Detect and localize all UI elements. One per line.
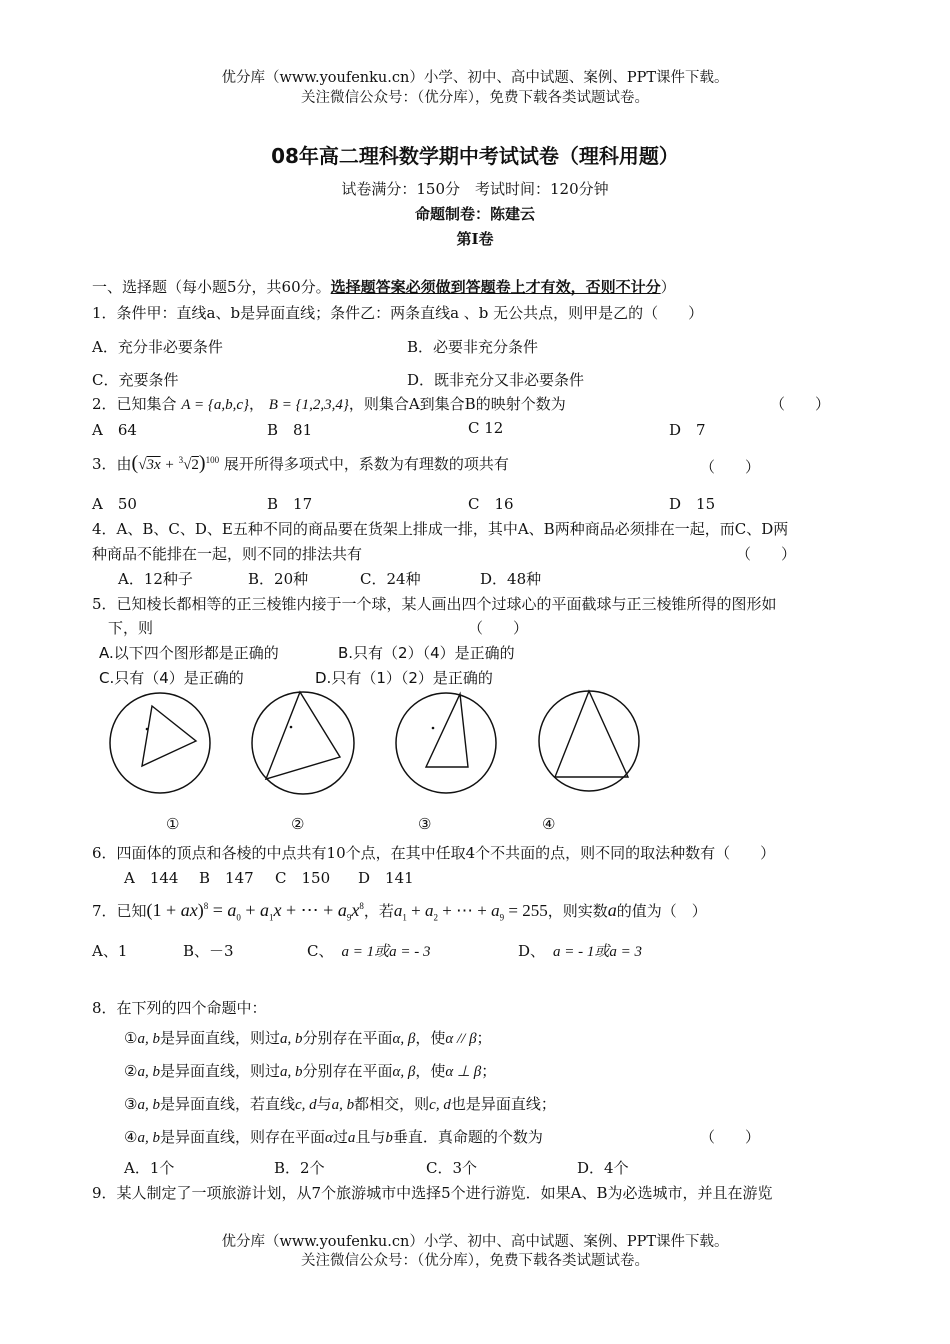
q8-p4-b: b [385, 1130, 393, 1146]
q7-option-d [518, 940, 642, 961]
q8-p3-t1: 是异面直线，若直线 [159, 1095, 295, 1113]
q8-p4-alpha: α [324, 1130, 333, 1146]
q3-option-d: D 15 [669, 495, 716, 513]
q3-option-c: C 16 [468, 495, 514, 513]
q6-option-b: B 147 [199, 869, 254, 887]
q5-line-2: 下，则 [108, 619, 154, 637]
q8-p3-ab: a, b [137, 1097, 160, 1113]
q5-option-b: B.只有（2）（4）是正确的 [338, 644, 515, 662]
q6-option-d: D 141 [358, 869, 414, 887]
q4-option-c: C．24种 [360, 570, 421, 588]
page-title: 08年高二理科数学期中考试试卷（理科用题） [271, 144, 679, 168]
header-line-2: 关注微信公众号：（优分库），免费下载各类试题试卷。 [301, 90, 649, 106]
figure-label-4: ④ [542, 815, 556, 833]
q6-stem: 6．四面体的顶点和各棱的中点共有10个点，在其中任取4个不共面的点，则不同的取法种数有（ ） [92, 844, 776, 862]
figure-4 [539, 691, 639, 791]
q8-option-a: A．1个 [124, 1159, 175, 1177]
q7-suffix: ，则实数 [547, 902, 608, 920]
q8-p4-ab: a, b [137, 1130, 160, 1146]
q8-p2-ab-2: a, b [279, 1064, 303, 1080]
q2-paren: （ ） [770, 395, 831, 413]
q8-p2-t1: 是异面直线，则过 [159, 1062, 280, 1080]
section-notice: 选择题答案必须做到答题卷上才有效，否则不计分 [330, 278, 661, 296]
q8-p2-t3: ，使 [415, 1062, 446, 1080]
q2-option-a: A 64 [92, 421, 137, 439]
q2-prefix: 2．已知集合 [92, 395, 177, 413]
q1-option-d: D．既非充分又非必要条件 [407, 371, 585, 389]
q8-p1-end: ； [476, 1029, 492, 1047]
q8-p1-t2: 分别存在平面 [302, 1029, 393, 1047]
header-line-1: 优分库（www.youfenku.cn）小学、初中、高中试题、案例、PPT课件下载。 [221, 70, 729, 86]
q2-suffix: ，则集合A到集合B的映射个数为 [348, 395, 566, 413]
q2-set-a: A = {a,b,c} [181, 397, 249, 413]
q8-p1-t1: 是异面直线，则过 [159, 1029, 280, 1047]
q7-option-a: A、1 [92, 942, 128, 960]
q4-line-2: 种商品不能排在一起，则不同的排法共有 [92, 545, 363, 563]
q3-plus: + [165, 457, 174, 473]
q7-prefix: 7．已知 [92, 902, 147, 920]
q8-proposition-3 [124, 1093, 556, 1114]
q3-option-a: A 50 [92, 495, 137, 513]
q8-p1-ab: a, b [137, 1031, 160, 1047]
q4-option-a: A．12种子 [118, 570, 193, 588]
q1-option-b: B．必要非充分条件 [407, 338, 539, 356]
q4-option-d: D．48种 [480, 570, 542, 588]
q4-paren: （ ） [736, 545, 797, 563]
q8-p1-t3: ，使 [415, 1029, 446, 1047]
q3-root-2: 2 [191, 457, 199, 473]
q7-stem: 7．已知$(1 + ax)^8 = a_0 + a_1x$ + ⋯ + $a_9x^8$，若$a_1 + a_2$ + ⋯ + $a_9 = 255$，则实数a的值为（ ） [92, 900, 707, 923]
exam-author: 命题制卷：陈建云 [414, 205, 535, 223]
figure-2 [252, 692, 354, 794]
q1-option-c: C．充要条件 [92, 371, 179, 389]
figure-label-2: ② [291, 815, 305, 833]
q2-set-b: B = {1,2,3,4} [268, 397, 349, 413]
q7-option-d-value: a = - 1或a = 3 [553, 944, 643, 960]
q5-option-a: A.以下四个图形都是正确的 [99, 644, 279, 662]
q8-p4-t1: 是异面直线，则存在平面 [159, 1128, 325, 1146]
q5-option-d: D.只有（1）（2）是正确的 [315, 669, 493, 687]
q7-suffix-mid: ，若 [363, 902, 394, 920]
q8-p2-rel: α ⊥ β [445, 1064, 482, 1080]
q7-tail: 的值为（ ） [616, 902, 707, 920]
q2-option-b: B 81 [267, 421, 313, 439]
q8-p2-end: ； [481, 1062, 497, 1080]
q7-option-b: B、－3 [183, 942, 234, 960]
q7-option-c-label: C、 [307, 942, 334, 960]
q8-proposition-2 [124, 1060, 496, 1081]
q8-p1-rel: α // β [445, 1031, 477, 1047]
q8-p2-ab: a, b [137, 1064, 160, 1080]
q8-p3-cd: c, d [294, 1097, 317, 1113]
q8-p3-t2: 与 [316, 1095, 332, 1113]
q3-option-b: B 17 [267, 495, 313, 513]
q7-option-d-label: D、 [518, 942, 546, 960]
q2-option-c: C 12 [468, 419, 504, 437]
q7-option-c-value: a = 1或a = - 3 [341, 944, 431, 960]
q8-p4-t2: 过 [332, 1128, 348, 1146]
q8-paren: （ ） [700, 1128, 761, 1146]
q3-stem: 3．由$(√3x + ^3√2)^{100}$ 展开所得多项式中，系数为有理数的项共有 [92, 452, 509, 474]
footer-line-2: 关注微信公众号：（优分库），免费下载各类试题试卷。 [301, 1253, 649, 1269]
q8-p4-a: a [347, 1130, 356, 1146]
q2-stem [92, 393, 566, 414]
footer-line-1: 优分库（www.youfenku.cn）小学、初中、高中试题、案例、PPT课件下载。 [221, 1234, 729, 1250]
figure-1 [110, 693, 210, 793]
section-close: ） [660, 278, 676, 296]
q8-p1-planes: α, β [392, 1031, 416, 1047]
q3-paren: （ ） [700, 458, 761, 476]
q8-p4-num: ④ [124, 1128, 138, 1146]
exam-volume: 第Ⅰ卷 [456, 230, 494, 248]
section-intro: 一、选择题（每小题5分，共60分。 [92, 278, 331, 296]
q8-stem: 8．在下列的四个命题中： [92, 999, 267, 1017]
figure-label-1: ① [166, 815, 180, 833]
q1-option-a: A．充分非必要条件 [92, 338, 223, 356]
q2-comma: ， [249, 395, 265, 413]
q8-p4-t4: 垂直．真命题的个数为 [392, 1128, 543, 1146]
q7-var: a [607, 900, 617, 920]
q4-option-b: B．20种 [248, 570, 309, 588]
section-heading [92, 276, 676, 297]
q8-p1-num: ① [124, 1029, 138, 1047]
q3-prefix: 3．由 [92, 455, 132, 473]
q2-option-d: D 7 [669, 421, 706, 439]
q1-stem: 1．条件甲：直线a、b是异面直线；条件乙：两条直线a 、b 无公共点，则甲是乙的（ ） [92, 304, 704, 322]
q5-paren: （ ） [468, 619, 529, 637]
q5-line-1: 5．已知棱长都相等的正三棱锥内接于一个球，某人画出四个过球心的平面截球与正三棱锥所得的图形如 [92, 595, 777, 613]
q7-option-c [307, 940, 430, 961]
q4-line-1: 4．A、B、C、D、E五种不同的商品要在货架上排成一排，其中A、B两种商品必须排在一起，而C、D两 [92, 520, 789, 538]
q8-option-b: B．2个 [274, 1159, 325, 1177]
q3-exponent: 100 [205, 455, 220, 465]
q8-option-c: C．3个 [426, 1159, 478, 1177]
q8-p3-ab-2: a, b [331, 1097, 355, 1113]
q8-p3-cd-2: c, d [429, 1097, 451, 1113]
q3-suffix: 展开所得多项式中，系数为有理数的项共有 [223, 455, 509, 473]
q8-p3-t3: 都相交，则 [354, 1095, 430, 1113]
q8-p2-planes: α, β [392, 1064, 416, 1080]
q8-p1-ab-2: a, b [279, 1031, 303, 1047]
exam-meta: 试卷满分：150分 考试时间：120分钟 [341, 180, 609, 198]
q6-option-c: C 150 [275, 869, 331, 887]
q9-line-1: 9．某人制定了一项旅游计划，从7个旅游城市中选择5个进行游览．如果A、B为必选城市，并且在游览 [92, 1184, 773, 1202]
q8-p3-num: ③ [124, 1095, 138, 1113]
q8-p2-t2: 分别存在平面 [302, 1062, 393, 1080]
q3-cube-index: 3 [178, 455, 184, 465]
q7-eq-255: = 255 [508, 901, 548, 920]
q8-option-d: D．4个 [577, 1159, 629, 1177]
figure-3 [396, 693, 496, 793]
q8-p2-num: ② [124, 1062, 138, 1080]
q8-p4-t3: 且与 [355, 1128, 386, 1146]
q8-proposition-4 [124, 1126, 543, 1147]
q8-p3-t4: 也是异面直线； [450, 1095, 556, 1113]
q3-root-3x: 3x [146, 457, 161, 473]
figure-label-3: ③ [418, 815, 432, 833]
q5-figures [100, 686, 660, 806]
q8-proposition-1 [124, 1027, 492, 1048]
q5-option-c: C.只有（4）是正确的 [99, 669, 244, 687]
q6-option-a: A 144 [124, 869, 179, 887]
